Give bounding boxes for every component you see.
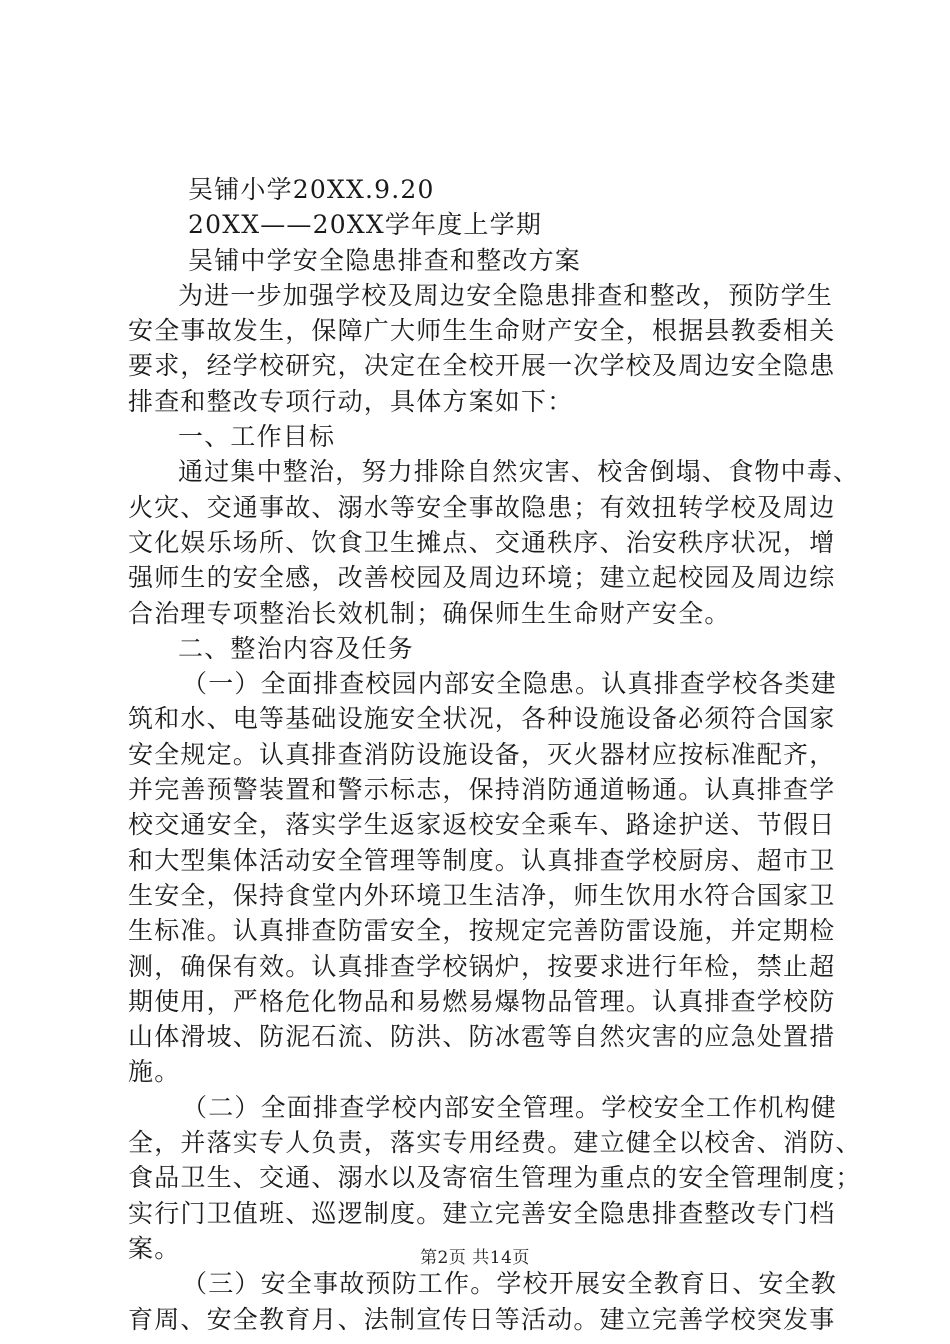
section-heading-goals: 一、工作目标 (178, 422, 336, 452)
header-date-line: 吴铺小学20XX.9.20 (188, 175, 435, 204)
item2-paragraph-line: 全，并落实专人负责，落实专用经费。建立健全以校舍、消防、 (128, 1128, 862, 1158)
item1-paragraph-line: 期使用，严格危化物品和易燃易爆物品管理。认真排查学校防 (128, 986, 836, 1016)
intro-paragraph-line: 要求，经学校研究，决定在全校开展一次学校及周边安全隐患 (128, 351, 836, 381)
item3-paragraph-line: （三）安全事故预防工作。学校开展安全教育日、安全教 (182, 1269, 838, 1299)
item2-paragraph-line: （二）全面排查学校内部安全管理。学校安全工作机构健 (182, 1092, 838, 1122)
document-body (128, 172, 862, 1337)
item1-paragraph-line: 生标准。认真排查防雷安全，按规定完善防雷设施，并定期检 (128, 916, 836, 946)
goals-paragraph-line: 合治理专项整治长效机制；确保师生生命财产安全。 (128, 598, 731, 628)
item2-paragraph-line: 食品卫生、交通、溺水以及寄宿生管理为重点的安全管理制度； (128, 1163, 862, 1193)
item1-paragraph-line: 生安全，保持食堂内外环境卫生洁净，师生饮用水符合国家卫 (128, 880, 836, 910)
item1-paragraph-line: 筑和水、电等基础设施安全状况，各种设施设备必须符合国家 (128, 704, 836, 734)
goals-paragraph-line: 文化娱乐场所、饮食卫生摊点、交通秩序、治安秩序状况，增 (128, 527, 836, 557)
item3-paragraph-line: 育周、安全教育月、法制宣传日等活动。建立完善学校突发事 (128, 1304, 836, 1334)
item1-paragraph-line: 安全规定。认真排查消防设施设备，灭火器材应按标准配齐， (128, 739, 836, 769)
header-term-line: 20XX——20XX学年度上学期 (188, 210, 543, 240)
page-number-footer: 第2页 共14页 (420, 1248, 530, 1268)
item1-paragraph-line: 山体滑坡、防泥石流、防洪、防冰雹等自然灾害的应急处置措 (128, 1022, 836, 1052)
intro-paragraph-line: 排查和整改专项行动，具体方案如下： (128, 386, 574, 416)
item2-paragraph-line: 实行门卫值班、巡逻制度。建立完善安全隐患排查整改专门档 (128, 1198, 836, 1228)
section-heading-tasks: 二、整治内容及任务 (178, 633, 414, 663)
item1-paragraph-line: 测，确保有效。认真排查学校锅炉，按要求进行年检，禁止超 (128, 951, 836, 981)
document-title: 吴铺中学安全隐患排查和整改方案 (188, 245, 582, 275)
intro-paragraph-line: 安全事故发生，保障广大师生生命财产安全，根据县教委相关 (128, 316, 836, 346)
goals-paragraph-line: 强师生的安全感，改善校园及周边环境；建立起校园及周边综 (128, 563, 836, 593)
item1-paragraph-line: 和大型集体活动安全管理等制度。认真排查学校厨房、超市卫 (128, 845, 836, 875)
goals-paragraph-line: 通过集中整治，努力排除自然灾害、校舍倒塌、食物中毒、 (178, 457, 860, 487)
item1-paragraph-line: （一）全面排查校园内部安全隐患。认真排查学校各类建 (182, 669, 838, 699)
item1-paragraph-line: 校交通安全，落实学生返家返校安全乘车、路途护送、节假日 (128, 810, 836, 840)
item2-paragraph-line: 案。 (128, 1233, 181, 1263)
item1-paragraph-line: 并完善预警装置和警示标志，保持消防通道畅通。认真排查学 (128, 775, 836, 805)
item1-paragraph-line: 施。 (128, 1057, 181, 1087)
intro-paragraph-line: 为进一步加强学校及周边安全隐患排查和整改，预防学生 (178, 280, 834, 310)
goals-paragraph-line: 火灾、交通事故、溺水等安全事故隐患；有效扭转学校及周边 (128, 492, 836, 522)
